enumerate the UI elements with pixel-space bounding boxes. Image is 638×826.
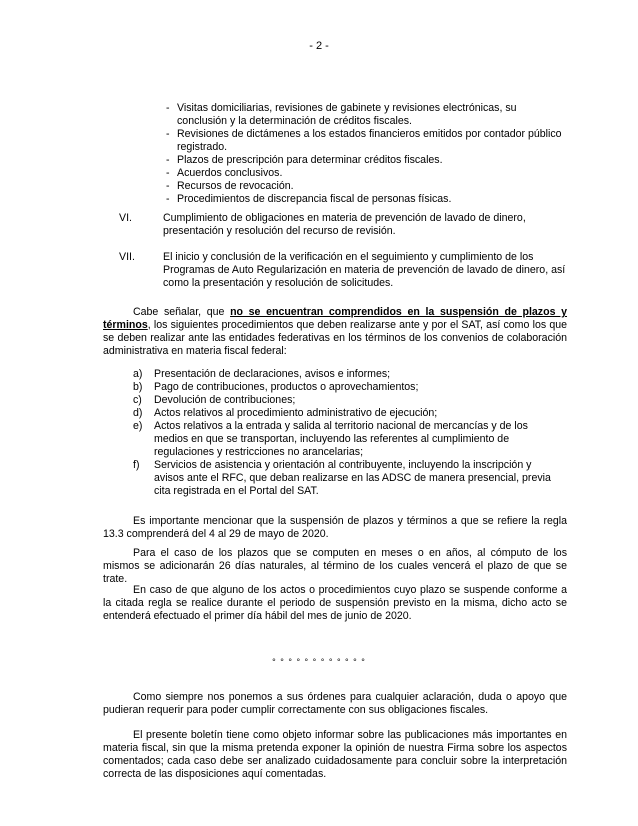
page-number: - 2 - bbox=[309, 40, 329, 52]
list-item bbox=[133, 381, 553, 394]
list-item bbox=[133, 407, 553, 420]
list-marker: b) bbox=[133, 381, 143, 393]
emphasis-text: no se encuentran comprendidos en la suspensión de plazos y términos bbox=[103, 306, 568, 331]
list-item: - Recursos de revocación. bbox=[166, 180, 566, 193]
paragraph-text: Como siempre nos ponemos a sus órdenes para cualquier aclaración, duda o apoyo que pudieran requerir para poder cumplir correctamente con sus obligaciones fiscales. bbox=[103, 691, 567, 716]
list-marker: a) bbox=[133, 368, 143, 380]
paragraph-cabe-senalar bbox=[103, 306, 567, 358]
section-separator: ° ° ° ° ° ° ° ° ° ° ° ° bbox=[272, 657, 366, 667]
list-item-text: Devolución de contribuciones; bbox=[154, 394, 296, 406]
procedures-dash-list bbox=[166, 102, 566, 206]
text-run: Cabe señalar, que bbox=[133, 306, 231, 318]
list-item-text: Actos relativos a la entrada y salida al territorio nacional de mercancías y de los medios en que se transportan, incluyendo las referentes al cumplimiento de regulaciones y restricciones no arancelarias; bbox=[154, 420, 528, 458]
paragraph-text: El presente boletín tiene como objeto informar sobre las publicaciones más importantes en materia fiscal, sin que la misma pretenda exponer la opinión de nuestra Firma sobre los aspectos comentados; cada caso debe ser analizado cuidadosamente para concluir sobre la interpretación correcta de las disposiciones aquí comentadas. bbox=[103, 729, 567, 780]
paragraph-text: Para el caso de los plazos que se computen en meses o en años, al cómputo de los mismos se adicionarán 26 días naturales, al término de los cuales vencerá el plazo de que se trate. bbox=[103, 547, 567, 585]
roman-item-text: El inicio y conclusión de la verificación en el seguimiento y cumplimiento de los Programas de Auto Regularización en materia de prevención de lavado de dinero, así como la presentación y resolución de solicitudes. bbox=[163, 251, 566, 289]
paragraph-plazos bbox=[103, 547, 567, 586]
list-item-text: Servicios de asistencia y orientación al contribuyente, incluyendo la inscripción y avisos ante el RFC, que deban realizarse en las ADSC de manera presencial, previa cita registrada en el Portal del SAT. bbox=[154, 459, 551, 497]
exceptions-alpha-list bbox=[133, 368, 553, 498]
list-marker: c) bbox=[133, 394, 142, 406]
paragraph-boletin bbox=[103, 729, 567, 781]
list-marker: e) bbox=[133, 420, 143, 432]
list-item: - Revisiones de dictámenes a los estados financieros emitidos por contador público registrado. bbox=[166, 128, 566, 154]
roman-numeral: VI. bbox=[119, 212, 132, 224]
paragraph-importante bbox=[103, 515, 567, 541]
list-item: - Visitas domiciliarias, revisiones de gabinete y revisiones electrónicas, su conclusión y la determinación de créditos fiscales. bbox=[166, 102, 566, 128]
roman-item-vi bbox=[119, 212, 567, 238]
list-marker: d) bbox=[133, 407, 143, 419]
list-item-text: Actos relativos al procedimiento administrativo de ejecución; bbox=[154, 407, 438, 419]
list-item-text: Pago de contribuciones, productos o aprovechamientos; bbox=[154, 381, 419, 393]
list-item bbox=[133, 368, 553, 381]
list-item-text: Presentación de declaraciones, avisos e informes; bbox=[154, 368, 391, 380]
roman-item-text: Cumplimiento de obligaciones en materia de prevención de lavado de dinero, presentación y resolución del recurso de revisión. bbox=[163, 212, 526, 237]
list-item bbox=[133, 459, 553, 498]
list-item bbox=[133, 420, 553, 459]
paragraph-caso bbox=[103, 584, 567, 623]
list-item: - Acuerdos conclusivos. bbox=[166, 167, 566, 180]
text-run: , los siguientes procedimientos que deben realizarse ante y por el SAT, así como los que se deben realizar ante las entidades federativas en los términos de los convenios de colaboración administrativa en materia fiscal federal: bbox=[103, 319, 567, 357]
list-item: - Procedimientos de discrepancia fiscal de personas físicas. bbox=[166, 193, 566, 206]
paragraph-como-siempre bbox=[103, 691, 567, 717]
roman-numeral: VII. bbox=[119, 251, 135, 263]
paragraph-text: Es importante mencionar que la suspensión de plazos y términos a que se refiere la regla 13.3 comprenderá del 4 al 29 de mayo de 2020. bbox=[103, 515, 567, 540]
paragraph-text: En caso de que alguno de los actos o procedimientos cuyo plazo se suspende conforme a la citada regla se realice durante el periodo de suspensión previsto en la misma, dicho acto se entenderá efectuado el primer día hábil del mes de junio de 2020. bbox=[103, 584, 567, 622]
list-item: - Plazos de prescripción para determinar créditos fiscales. bbox=[166, 154, 566, 167]
roman-item-vii bbox=[119, 251, 567, 290]
list-marker: f) bbox=[133, 459, 140, 471]
list-item bbox=[133, 394, 553, 407]
